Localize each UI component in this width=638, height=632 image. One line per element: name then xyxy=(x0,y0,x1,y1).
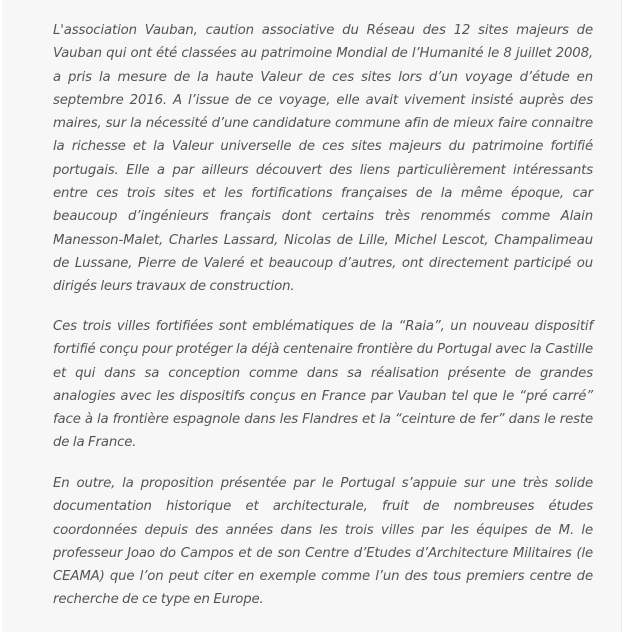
paragraph-vauban-association: L'association Vauban, caution associative du Réseau des 12 sites majeurs de Vauban qui ont été classées au patrimoine Mondial de l’Humanité le 8 juillet 2008, a pris la mesure de la haute Valeur de ces sites lors d’un voyage d’étude en septembre 2016. A l’issue de ce voyage, elle avait vivement insisté auprès des maires, sur la nécessité d’une candidature commune afin de mieux faire connaitre la richesse et la Valeur universelle de ces sites majeurs du patrimoine fortifié portugais. Elle a par ailleurs découvert des liens particulièrement intéressants entre ces trois sites et les fortifications françaises de la même époque, car beaucoup d’ingénieurs français dont certains très renommés comme Alain Manesson-Malet, Charles Lassard, Nicolas de Lille, Michel Lescot, Champalimeau de Lussane, Pierre de Valeré et beaucoup d’autres, ont directement participé ou dirigés leurs travaux de construction. xyxy=(53,23,593,295)
paragraph-raia-fortifications: Ces trois villes fortifiées sont emblématiques de la “Raia”, un nouveau dispositif fortifié conçu pour protéger la déjà centenaire frontière du Portugal avec la Castille et qui dans sa conception comme dans sa réalisation présente de grandes analogies avec les dispositifs conçus en France par Vauban tel que le “pré carré” face à la frontière espagnole dans les Flandres et la “ceinture de fer” dans le reste de la France. xyxy=(53,319,593,451)
paragraph-portugal-proposal: En outre, la proposition présentée par le Portugal s’appuie sur une très solide documentation historique et architecturale, fruit de nombreuses études coordonnées depuis des années dans les trois villes par les équipes de M. le professeur Joao do Campos et de son Centre d’Etudes d’Architecture Militaires (le CEAMA) que l’on peut citer en exemple comme l’un des tous premiers centre de recherche de ce type en Europe. xyxy=(53,476,593,608)
article-panel xyxy=(2,0,622,632)
